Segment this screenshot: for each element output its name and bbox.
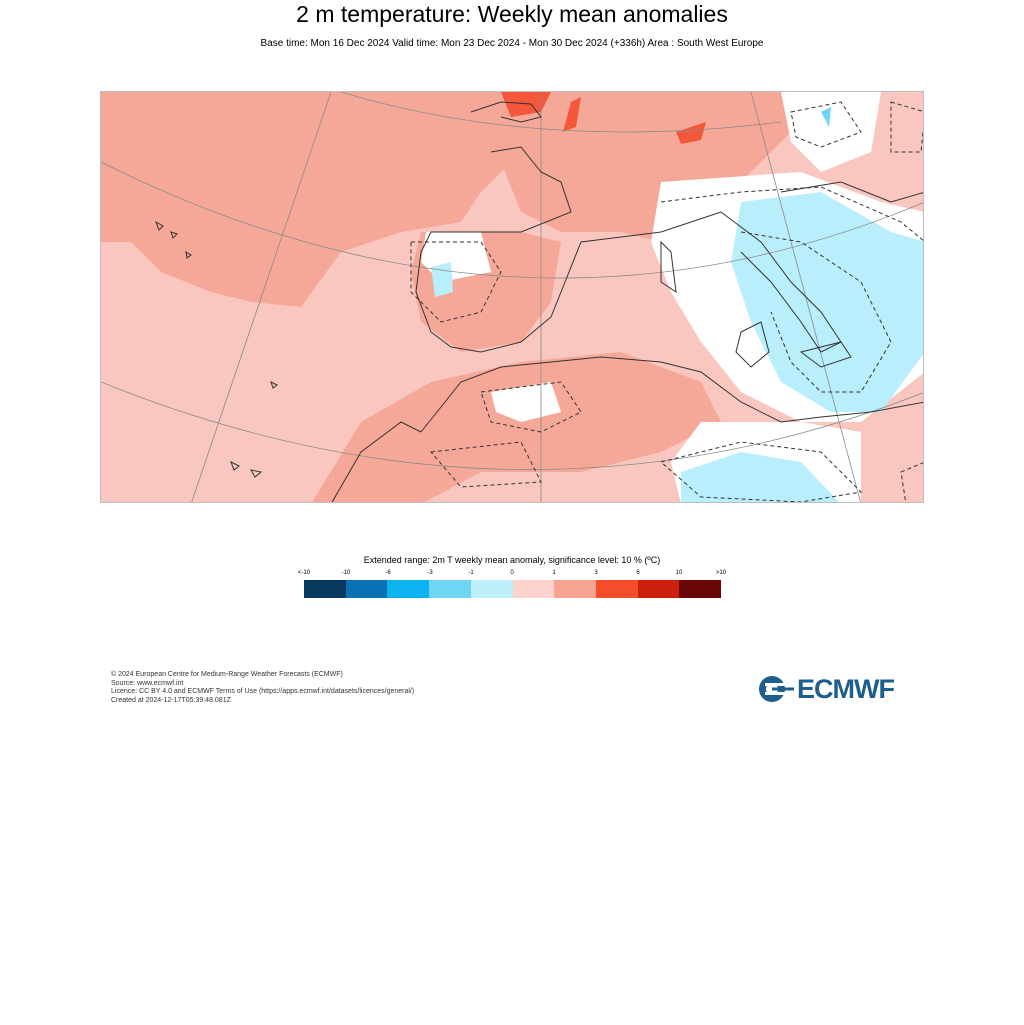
footer-credits bbox=[111, 671, 414, 705]
legend-tick: <-10 bbox=[297, 570, 311, 576]
legend-swatch bbox=[429, 580, 471, 598]
legend-swatch bbox=[513, 580, 555, 598]
legend-tick: 10 bbox=[675, 570, 683, 576]
legend-tick: -10 bbox=[341, 570, 351, 576]
legend-swatch bbox=[554, 580, 596, 598]
legend-tick: 1 bbox=[552, 570, 556, 576]
legend-tick: 6 bbox=[636, 570, 640, 576]
legend-tick: >10 bbox=[715, 570, 727, 576]
legend-swatch bbox=[596, 580, 638, 598]
legend-swatch bbox=[387, 580, 429, 598]
map-svg bbox=[101, 92, 924, 503]
ecmwf-logo-mark bbox=[757, 674, 797, 704]
footer-source: Source: www.ecmwf.int bbox=[111, 679, 184, 687]
legend-swatch bbox=[638, 580, 680, 598]
legend-tick: 0 bbox=[510, 570, 514, 576]
chart-subtitle: Base time: Mon 16 Dec 2024 Valid time: Mon 23 Dec 2024 - Mon 30 Dec 2024 (+336h) Area : South West Europe bbox=[260, 38, 764, 49]
legend-tick: -3 bbox=[427, 570, 433, 576]
footer-copyright: © 2024 European Centre for Medium-Range Weather Forecasts (ECMWF) bbox=[111, 671, 343, 678]
footer-licence: Licence: CC BY 4.0 and ECMWF Terms of Use (https://apps.ecmwf.int/datasets/licences/general/) bbox=[111, 688, 415, 696]
anomaly-map bbox=[100, 91, 924, 503]
chart-title: 2 m temperature: Weekly mean anomalies bbox=[296, 1, 728, 27]
ecmwf-logo bbox=[757, 674, 917, 704]
footer-created: Created at 2024-12-17T05:39:48.081Z bbox=[111, 696, 231, 704]
legend-tick: -6 bbox=[385, 570, 391, 576]
legend-tick: -1 bbox=[468, 570, 474, 576]
legend-swatch bbox=[304, 580, 346, 598]
legend-title: Extended range: 2m T weekly mean anomaly, significance level: 10 % (ºC) bbox=[363, 555, 661, 565]
ecmwf-logo-text: ECMWF bbox=[797, 674, 894, 704]
legend-tick: 3 bbox=[594, 570, 598, 576]
legend-swatch bbox=[471, 580, 513, 598]
legend-swatch bbox=[346, 580, 388, 598]
legend-swatch bbox=[679, 580, 721, 598]
